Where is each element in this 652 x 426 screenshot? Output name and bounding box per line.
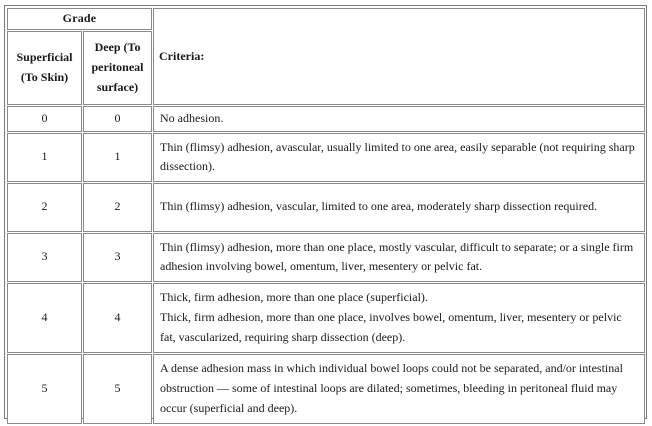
superficial-header: Superficial (To Skin) [7, 31, 82, 105]
criteria-text: Thin (flimsy) adhesion, vascular, limited to one area, moderately sharp dissection required. [160, 199, 598, 214]
criteria-header: Criteria: [153, 8, 645, 105]
deep-grade-cell: 3 [83, 233, 152, 282]
superficial-grade-cell: 3 [7, 233, 82, 282]
deep-grade-cell: 0 [83, 106, 152, 132]
criteria-text-superficial: Thick, firm adhesion, more than one place (superficial). [160, 290, 428, 305]
table-row [7, 133, 645, 182]
superficial-grade-cell: 4 [7, 283, 82, 353]
criteria-cell [153, 354, 645, 424]
superficial-grade-cell: 5 [7, 354, 82, 424]
criteria-text: Thin (flimsy) adhesion, avascular, usually limited to one area, easily separable (not requiring sharp dissection). [160, 139, 635, 174]
deep-header: Deep (To peritoneal surface) [83, 31, 152, 105]
deep-grade-cell: 4 [83, 283, 152, 353]
superficial-grade-cell: 0 [7, 106, 82, 132]
superficial-grade-cell: 1 [7, 133, 82, 182]
table-row [7, 283, 645, 353]
criteria-text: Thin (flimsy) adhesion, more than one place, mostly vascular, difficult to separate; or a single firm adhesion involving bowel, omentum, liver, mesentery or pelvic fat. [160, 239, 634, 274]
table-frame [4, 5, 647, 419]
table-row [7, 106, 645, 132]
grade-header [7, 8, 152, 30]
criteria-text: A dense adhesion mass in which individual bowel loops could not be separated, and/or intestinal obstruction — some of intestinal loops are dilated; sometimes, bleeding in peritoneal fluid may occur (superficial and deep). [160, 361, 623, 415]
adhesion-grade-table [6, 7, 646, 425]
grade-header-label: Grade [62, 11, 97, 26]
table-row [7, 183, 645, 232]
header-row-grade [7, 8, 645, 30]
criteria-cell [153, 106, 645, 132]
table-row [7, 233, 645, 282]
criteria-cell [153, 283, 645, 353]
criteria-text-deep: Thick, firm adhesion, more than one place, involves bowel, omentum, liver, mesentery or pelvic fat, vascularized, requiring sharp dissection (deep). [160, 309, 622, 344]
criteria-cell [153, 133, 645, 182]
criteria-cell [153, 233, 645, 282]
deep-grade-cell: 5 [83, 354, 152, 424]
superficial-grade-cell: 2 [7, 183, 82, 232]
table-row [7, 354, 645, 424]
criteria-cell [153, 183, 645, 232]
deep-grade-cell: 1 [83, 133, 152, 182]
deep-grade-cell: 2 [83, 183, 152, 232]
criteria-text: No adhesion. [160, 111, 224, 125]
